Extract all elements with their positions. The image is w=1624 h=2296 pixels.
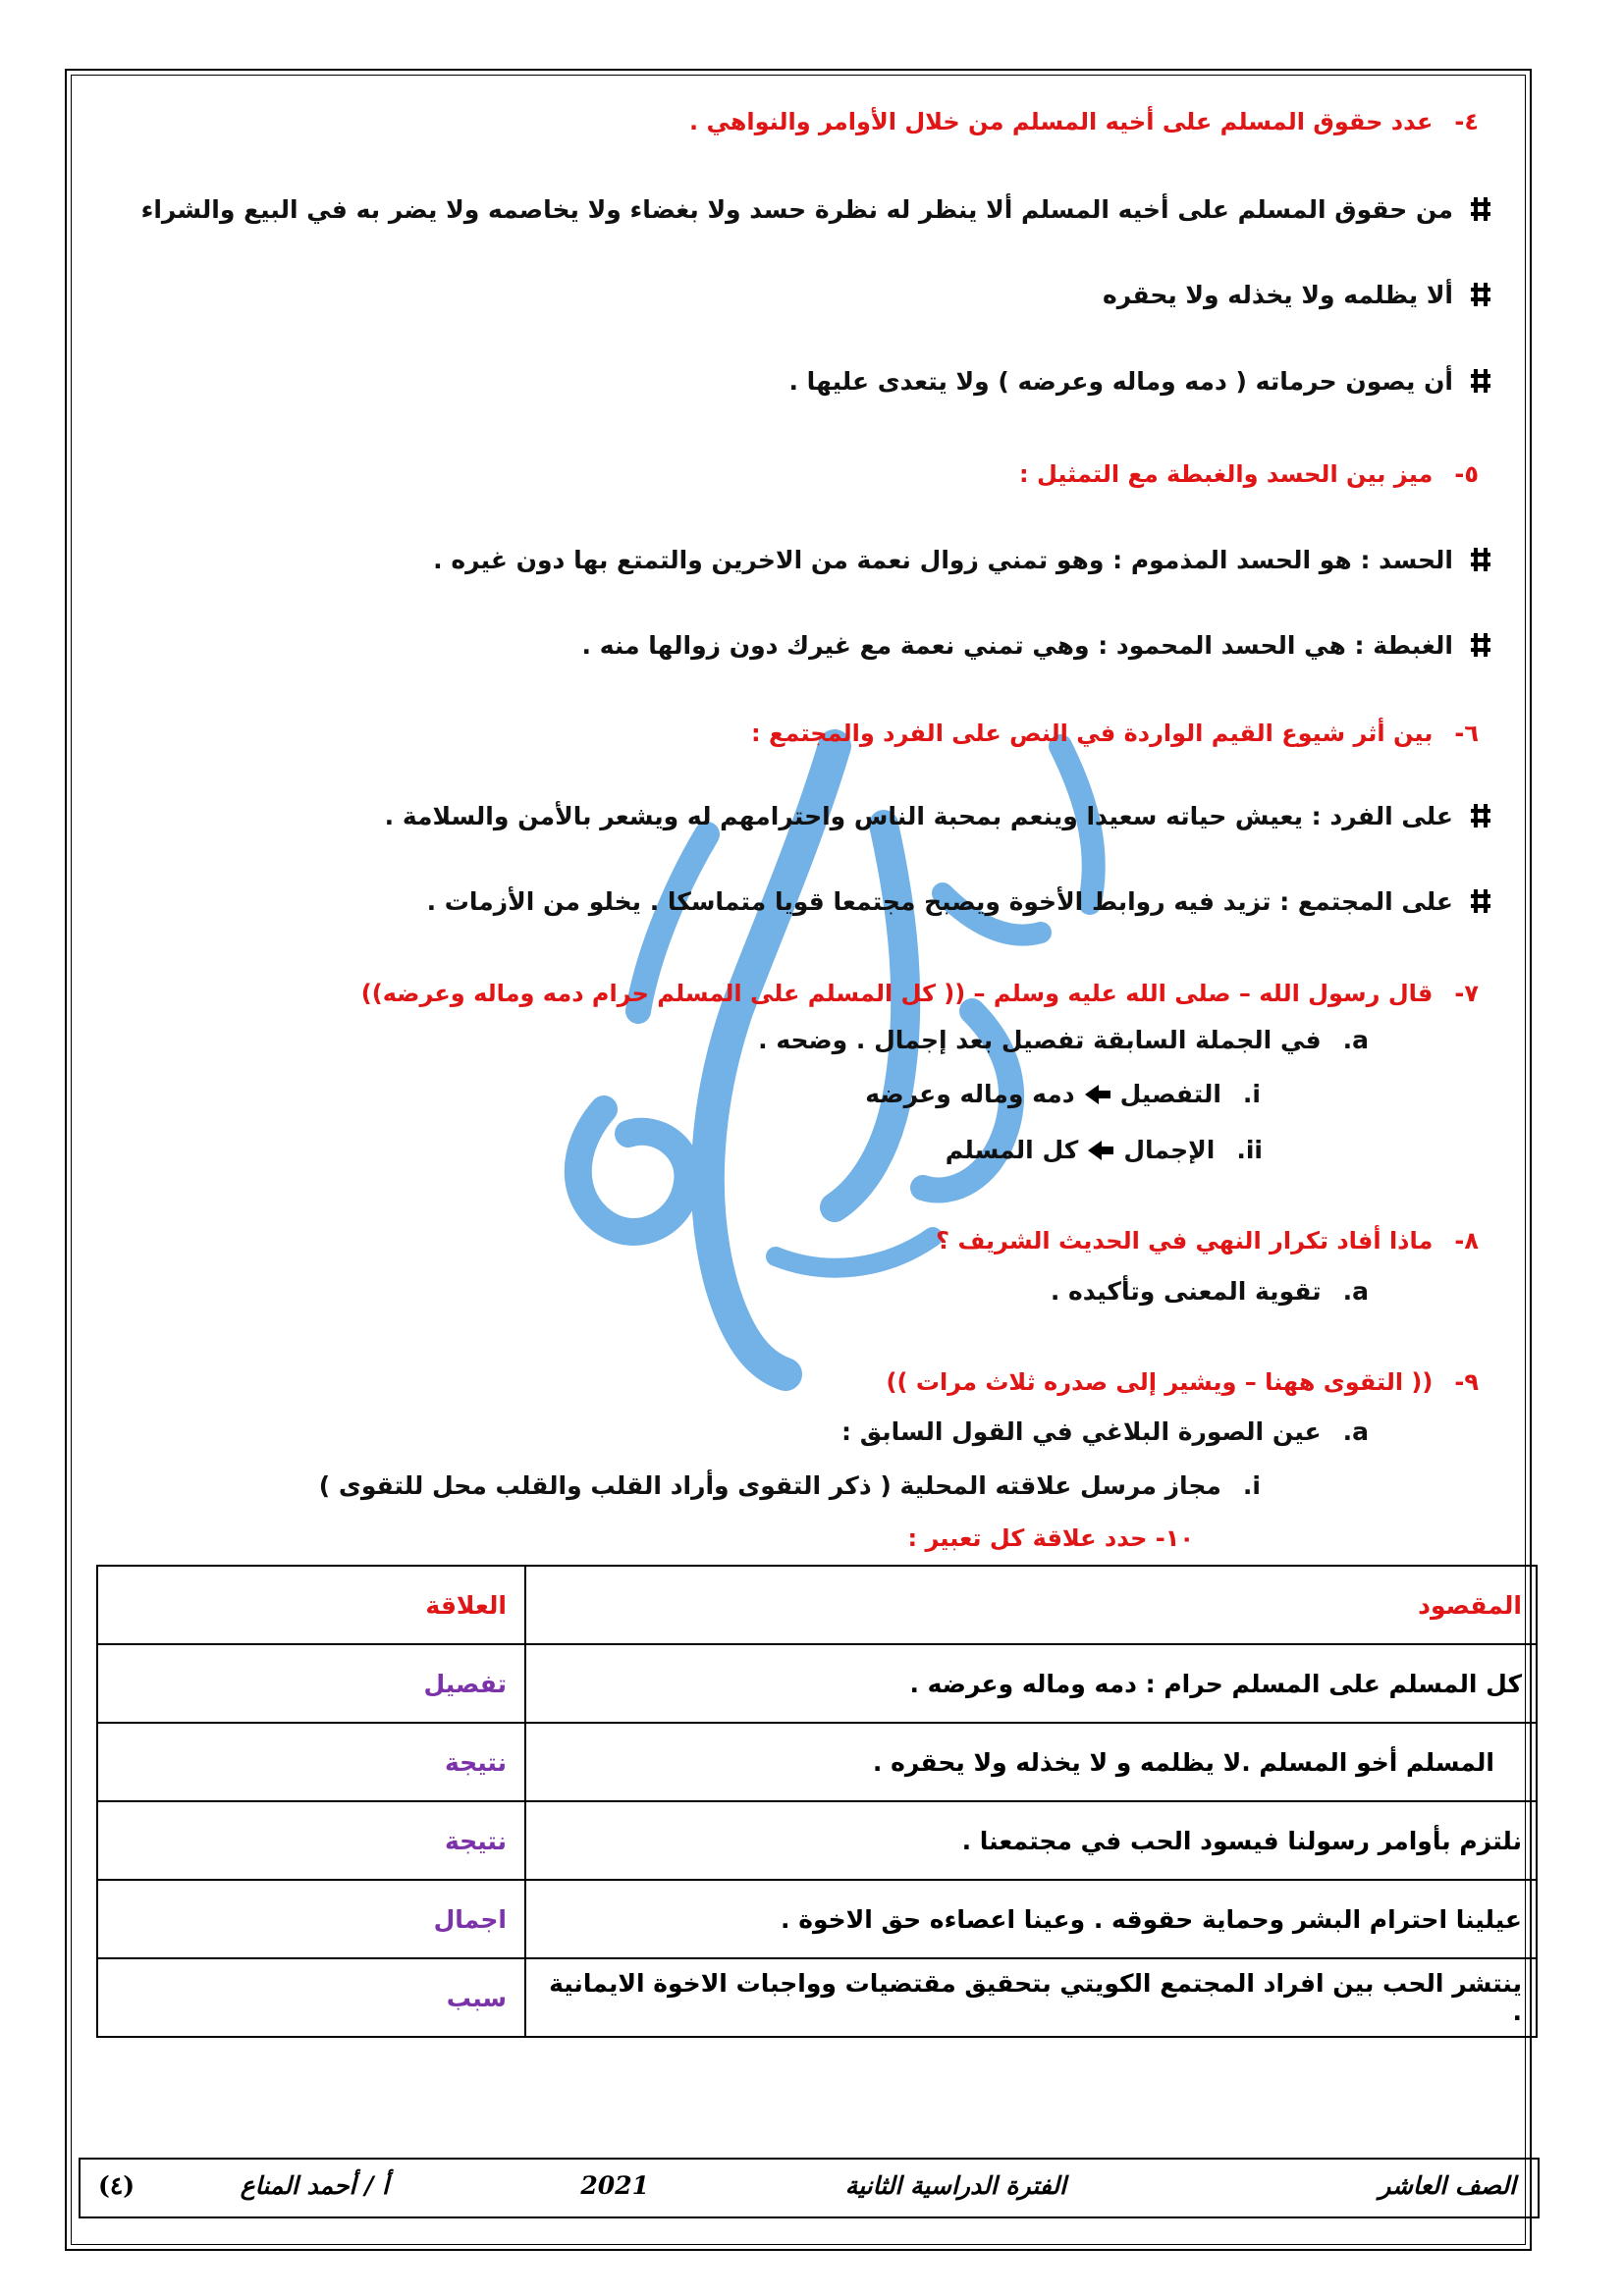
- q5-answer-1: [433, 546, 1492, 574]
- q7-item-2-marker: ii.: [1236, 1136, 1263, 1164]
- q5-number: ٥-: [1454, 460, 1479, 488]
- q9-sub-marker: a.: [1342, 1417, 1369, 1446]
- row-text: عيلينا احترام البشر وحماية حقوقه . وعينا اعصاءه حق الاخوة .: [525, 1880, 1537, 1958]
- hash-bullet-icon: [1469, 195, 1492, 223]
- q5-title: [1019, 460, 1479, 488]
- q4-answer-3: [788, 367, 1492, 396]
- hash-bullet-icon: [1469, 631, 1492, 659]
- row-relation: تفصيل: [97, 1644, 525, 1723]
- q7-sub-marker: a.: [1342, 1026, 1369, 1054]
- footer-teacher: أ / أحمد المناع: [240, 2171, 389, 2200]
- row-relation: نتيجة: [97, 1723, 525, 1801]
- table-row: [97, 1801, 1537, 1880]
- q7-item-2: [946, 1136, 1263, 1164]
- q4-title: [689, 108, 1479, 135]
- hash-bullet-icon: [1469, 367, 1492, 395]
- q6-answer-1: [385, 802, 1492, 830]
- q7-item-1-label: التفصيل: [1119, 1080, 1221, 1108]
- q8-number: ٨-: [1454, 1227, 1479, 1255]
- footer-year: 2021: [580, 2171, 649, 2200]
- table-row: [97, 1644, 1537, 1723]
- table-row: [97, 1723, 1537, 1801]
- header-meaning: المقصود: [525, 1566, 1537, 1644]
- q5-answer-2: [582, 631, 1492, 660]
- q8-title-text: ماذا أفاد تكرار النهي في الحديث الشريف ؟: [936, 1227, 1434, 1255]
- q7-sub: [758, 1026, 1369, 1054]
- q4-answer-1-text: من حقوق المسلم على أخيه المسلم ألا ينظر له نظرة حسد ولا بغضاء ولا يخاصمه ولا يضر به في البيع والشراء: [140, 195, 1453, 224]
- q9-sub-text: عين الصورة البلاغي في القول السابق :: [841, 1417, 1322, 1446]
- row-relation: نتيجة: [97, 1801, 525, 1880]
- relations-table: [96, 1565, 1538, 2038]
- table-header-row: [97, 1566, 1537, 1644]
- q5-answer-1-text: الحسد : هو الحسد المذموم : وهو تمني زوال نعمة من الاخرين والتمتع بها دون غيره .: [433, 546, 1453, 574]
- row-text: نلتزم بأوامر رسولنا فيسود الحب في مجتمعنا .: [525, 1801, 1537, 1880]
- q9-title-text: (( التقوى ههنا – ويشير إلى صدره ثلاث مرات )): [886, 1368, 1434, 1396]
- q4-answer-2: [1103, 281, 1492, 309]
- q9-item-text: مجاز مرسل علاقته المحلية ( ذكر التقوى وأراد القلب والقلب محل للتقوى ): [318, 1471, 1221, 1500]
- row-text: كل المسلم على المسلم حرام : دمه وماله وعرضه .: [525, 1644, 1537, 1723]
- q6-title-text: بين أثر شيوع القيم الواردة في النص على الفرد والمجتمع :: [751, 720, 1434, 747]
- hash-bullet-icon: [1469, 281, 1492, 308]
- q6-number: ٦-: [1454, 720, 1479, 747]
- q4-title-text: عدد حقوق المسلم على أخيه المسلم من خلال الأوامر والنواهي .: [688, 108, 1434, 135]
- q9-number: ٩-: [1454, 1368, 1479, 1396]
- q4-answer-3-text: أن يصون حرماته ( دمه وماله وعرضه ) ولا يتعدى عليها .: [788, 367, 1453, 396]
- q6-title: [751, 720, 1479, 747]
- hash-bullet-icon: [1469, 546, 1492, 573]
- q5-title-text: ميز بين الحسد والغبطة مع التمثيل :: [1019, 460, 1434, 488]
- q7-title-text: قال رسول الله – صلى الله عليه وسلم – (( كل المسلم على المسلم حرام دمه وماله وعرضه)): [360, 980, 1434, 1007]
- q9-sub: [841, 1417, 1369, 1446]
- q8-title: [936, 1227, 1479, 1255]
- header-relation: العلاقة: [97, 1566, 525, 1644]
- q7-item-1-marker: i.: [1242, 1080, 1261, 1108]
- row-relation: اجمال: [97, 1880, 525, 1958]
- q7-item-1: [865, 1080, 1261, 1108]
- q7-item-2-label: الإجمال: [1123, 1136, 1216, 1164]
- q7-number: ٧-: [1454, 980, 1479, 1007]
- arrow-left-icon: [1086, 1140, 1115, 1161]
- arrow-left-icon: [1083, 1084, 1112, 1105]
- q5-answer-2-text: الغبطة : هي الحسد المحمود : وهي تمني نعمة مع غيرك دون زوالها منه .: [581, 631, 1453, 660]
- table-row: [97, 1958, 1537, 2037]
- page-footer: [79, 2158, 1540, 2218]
- row-text: المسلم أخو المسلم .لا يظلمه و لا يخذله ولا يحقره .: [525, 1723, 1537, 1801]
- table-row: [97, 1880, 1537, 1958]
- q4-answer-1: [141, 195, 1492, 224]
- q9-item: [319, 1471, 1261, 1500]
- footer-page-number: (٤): [98, 2171, 135, 2200]
- hash-bullet-icon: [1469, 887, 1492, 915]
- q10-title: ١٠- حدد علاقة كل تعبير :: [907, 1524, 1194, 1552]
- footer-term: الفترة الدراسية الثانية: [844, 2171, 1066, 2200]
- footer-grade: الصف العاشر: [1379, 2171, 1516, 2200]
- q6-answer-2: [427, 887, 1492, 916]
- q6-answer-2-text: على المجتمع : تزيد فيه روابط الأخوة ويصبح مجتمعا قويا متماسكا . يخلو من الأزمات .: [426, 887, 1453, 916]
- hash-bullet-icon: [1469, 802, 1492, 829]
- row-relation: سبب: [97, 1958, 525, 2037]
- q7-item-2-value: كل المسلم: [945, 1136, 1079, 1164]
- q7-sub-text: في الجملة السابقة تفصيل بعد إجمال . وضحه .: [758, 1026, 1322, 1054]
- q4-answer-2-text: ألا يظلمه ولا يخذله ولا يحقره: [1103, 281, 1453, 309]
- q4-number: ٤-: [1454, 108, 1479, 135]
- q8-sub: [1051, 1277, 1369, 1306]
- q7-title: [361, 980, 1479, 1007]
- q7-item-1-value: دمه وماله وعرضه: [865, 1080, 1075, 1108]
- q6-answer-1-text: على الفرد : يعيش حياته سعيدا وينعم بمحبة الناس واحترامهم له ويشعر بالأمن والسلامة .: [384, 802, 1453, 830]
- row-text: ينتشر الحب بين افراد المجتمع الكويتي بتحقيق مقتضيات وواجبات الاخوة الايمانية .: [525, 1958, 1537, 2037]
- q9-title: [887, 1368, 1479, 1396]
- q9-item-marker: i.: [1242, 1471, 1261, 1500]
- q8-sub-marker: a.: [1342, 1277, 1369, 1306]
- q8-sub-text: تقوية المعنى وتأكيده .: [1050, 1277, 1322, 1306]
